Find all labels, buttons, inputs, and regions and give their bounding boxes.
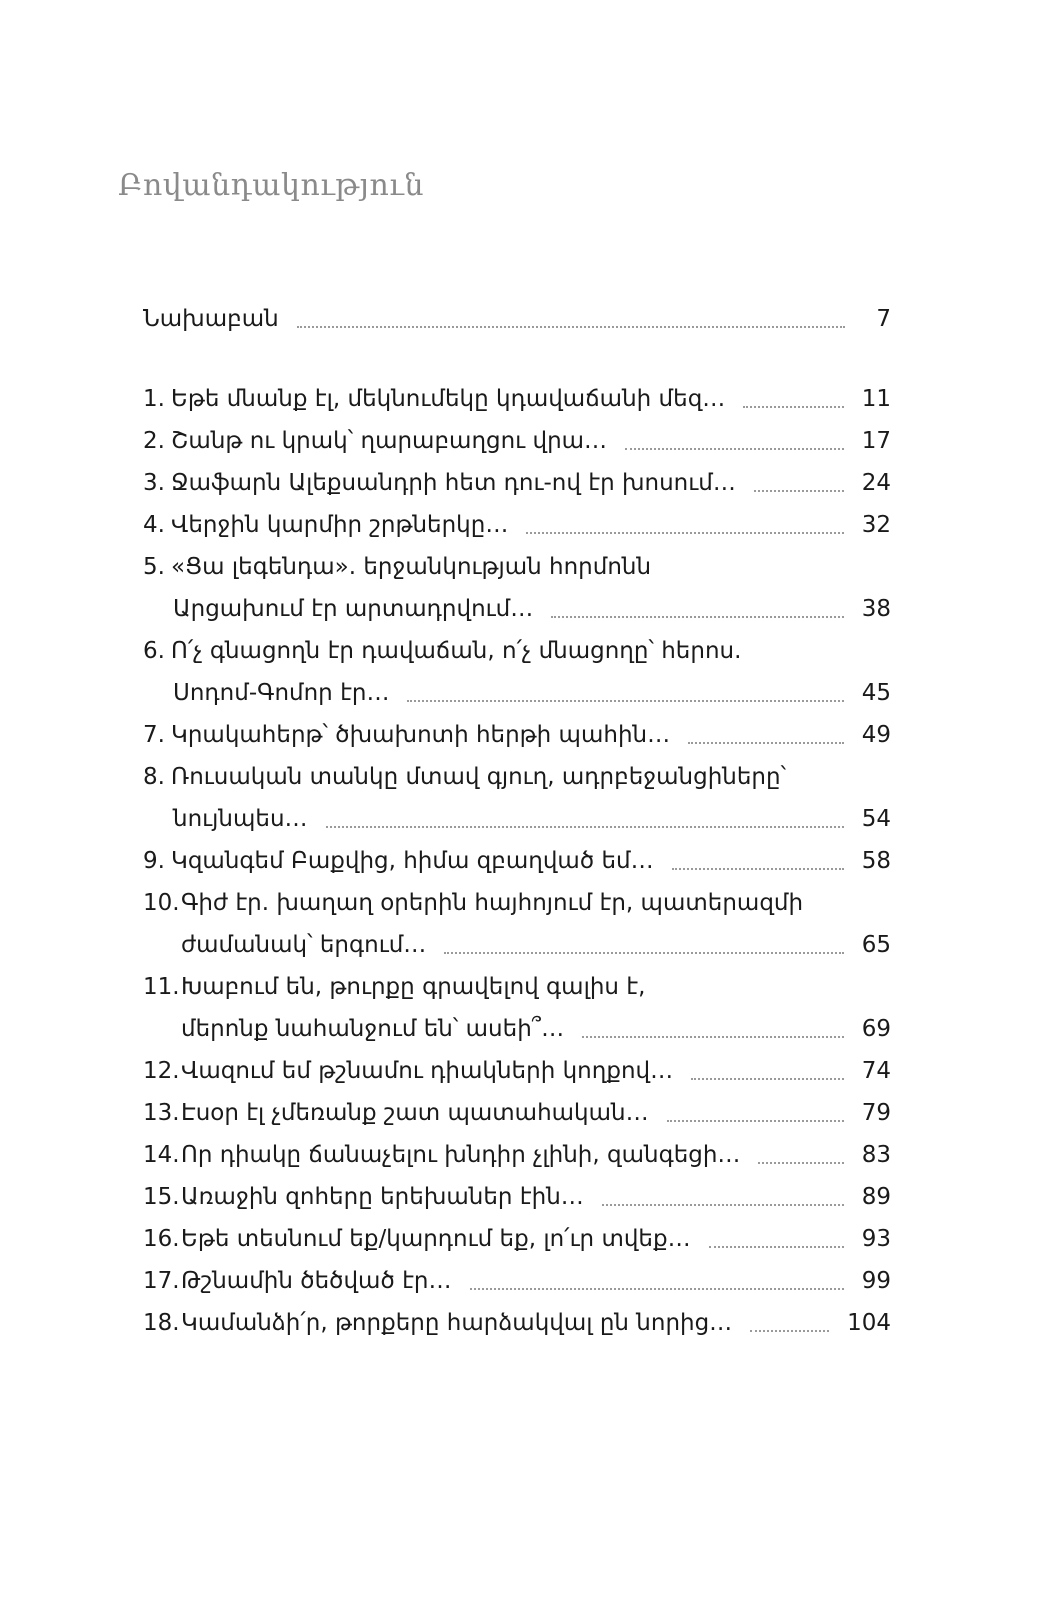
- leader-dots: [709, 1245, 844, 1248]
- toc-entry-row[interactable]: [143, 462, 891, 504]
- toc-entry-number: 12.: [143, 1058, 180, 1084]
- toc-page-number: 65: [861, 932, 891, 958]
- toc-entry-row[interactable]: [143, 1134, 891, 1176]
- toc-entry-row[interactable]: [143, 714, 891, 756]
- leader-dots: [582, 1035, 844, 1038]
- leader-dots: [602, 1203, 844, 1206]
- toc-entry-row[interactable]: [143, 840, 891, 882]
- toc-entry-number: 9.: [143, 848, 165, 874]
- toc-entry-row[interactable]: [143, 924, 891, 966]
- leader-dots: [551, 615, 843, 618]
- toc-entry-title: Առաջին զոհերը երեխաներ էին…: [181, 1184, 584, 1210]
- toc-entry-title: մերոնք նահանջում են՝ ասեի՞…: [181, 1016, 565, 1042]
- toc-entry-number: 18.: [143, 1310, 180, 1336]
- toc-entry-title: Շանթ ու կրակ՝ ղարաբաղցու վրա…: [171, 428, 608, 454]
- toc-entry-row[interactable]: [143, 588, 891, 630]
- toc-entry-number: 4.: [143, 512, 165, 538]
- toc-entry-title: Կրակահերթ՝ ծխախոտի հերթի պահին…: [171, 722, 671, 748]
- toc-entry-title: Վազում եմ թշնամու դիակների կողքով…: [181, 1058, 674, 1084]
- toc-entry-title: Եթե տեսնում եք/կարդում եք, լո՛ւր տվեք…: [181, 1226, 691, 1252]
- toc-entry-title: Էսօր էլ չմեռանք շատ պատահական…: [181, 1100, 649, 1126]
- toc-page-number: 45: [861, 680, 891, 706]
- toc-entry-number: 1.: [143, 386, 165, 412]
- toc-entry-row[interactable]: [143, 1092, 891, 1134]
- toc-page-number: 99: [861, 1268, 891, 1294]
- toc-entry-number: 10.: [143, 890, 180, 916]
- toc-page-number: 49: [861, 722, 891, 748]
- toc-entry-number: 16.: [143, 1226, 180, 1252]
- toc-entry-title: Ռուսական տանկը մտավ գյուղ, ադրբեջանցիները՝: [171, 764, 787, 790]
- toc-entry-row[interactable]: [143, 1260, 891, 1302]
- toc-title: Բովանդակություն: [118, 168, 424, 203]
- toc-entry-row[interactable]: [143, 630, 891, 672]
- toc-entry-title: Թշնամին ծեծված էր…: [181, 1268, 452, 1294]
- toc-entry-row[interactable]: [143, 966, 891, 1008]
- toc-entry-title: ժամանակ՝ երգում…: [181, 932, 427, 958]
- toc-entry-number: 7.: [143, 722, 165, 748]
- toc-page-number: 104: [847, 1310, 891, 1336]
- toc-entry-number: 5.: [143, 554, 165, 580]
- leader-dots: [750, 1329, 829, 1332]
- toc-page-number: 32: [861, 512, 891, 538]
- toc-entry-row[interactable]: [143, 1302, 891, 1344]
- toc-page-number: 38: [861, 596, 891, 622]
- toc-entry-number: 8.: [143, 764, 165, 790]
- toc-entry-row[interactable]: [143, 1218, 891, 1260]
- leader-dots: [667, 1119, 844, 1122]
- leader-dots: [754, 489, 844, 492]
- toc-entry-number: 6.: [143, 638, 165, 664]
- toc-page-number: 24: [861, 470, 891, 496]
- toc-entry-number: 17.: [143, 1268, 180, 1294]
- leader-dots: [444, 951, 843, 954]
- toc-entry-row[interactable]: [143, 756, 891, 798]
- toc-page-number: 79: [861, 1100, 891, 1126]
- toc-entry-title: Արցախում էր արտադրվում…: [173, 596, 534, 622]
- toc-page-number: 93: [861, 1226, 891, 1252]
- leader-dots: [743, 405, 843, 408]
- toc-entry-row[interactable]: [143, 378, 891, 420]
- toc-page-number: 54: [861, 806, 891, 832]
- leader-dots: [407, 699, 843, 702]
- toc-entry-title: Սոդոմ-Գոմոր էր…: [173, 680, 390, 706]
- leader-dots: [326, 825, 844, 828]
- toc-entry-title: Ո՛չ գնացողն էր դավաճան, ո՛չ մնացողը՝ հերոս.: [171, 638, 742, 664]
- toc-entry-title: Որ դիակը ճանաչելու խնդիր չլինի, զանգեցի…: [181, 1142, 741, 1168]
- toc-entry-title: նույնպես…: [173, 806, 308, 832]
- toc-entry-preface[interactable]: [143, 298, 891, 340]
- table-of-contents: [143, 298, 891, 1344]
- toc-entry-row[interactable]: [143, 504, 891, 546]
- toc-entry-row[interactable]: [143, 882, 891, 924]
- toc-entry-row[interactable]: [143, 672, 891, 714]
- leader-dots: [672, 867, 844, 870]
- leader-dots: [691, 1077, 844, 1080]
- leader-dots: [470, 1287, 844, 1290]
- toc-entry-title: Կզանգեմ Բաքվից, հիմա զբաղված եմ…: [171, 848, 654, 874]
- toc-page-number: 74: [861, 1058, 891, 1084]
- toc-entry-row[interactable]: [143, 798, 891, 840]
- toc-entry-title: Կամանձի՛ր, թորքերը հարձակվալ ըն նորից…: [181, 1310, 733, 1336]
- toc-entry-row[interactable]: [143, 1008, 891, 1050]
- toc-entry-number: 15.: [143, 1184, 180, 1210]
- toc-entry-title: Եթե մնանք էլ, մեկնումեկը կդավաճանի մեզ…: [171, 386, 726, 412]
- toc-entry-title: Նախաբան: [143, 306, 279, 332]
- toc-entry-row[interactable]: [143, 1176, 891, 1218]
- toc-page-number: 17: [861, 428, 891, 454]
- toc-entry-row[interactable]: [143, 420, 891, 462]
- toc-entry-title: Խաբում են, թուրքը գրավելով գալիս է,: [181, 974, 646, 1000]
- toc-page-number: 58: [861, 848, 891, 874]
- leader-dots: [526, 531, 843, 534]
- toc-page-number: 69: [861, 1016, 891, 1042]
- toc-entry-title: Ջաֆարն Ալեքսանդրի հետ դու-ով էր խոսում…: [171, 470, 736, 496]
- toc-page-number: 83: [861, 1142, 891, 1168]
- toc-page-number: 7: [876, 306, 891, 332]
- leader-dots: [625, 447, 844, 450]
- toc-entry-title: Գիժ էր. խաղաղ օրերին հայհոյում էր, պատերազմի: [181, 890, 804, 916]
- toc-entry-title: «Ցա լեգենդա». երջանկության հորմոնն: [171, 554, 652, 580]
- toc-page-number: 89: [861, 1184, 891, 1210]
- leader-dots: [758, 1161, 843, 1164]
- toc-entry-title: Վերջին կարմիր շրթներկը…: [171, 512, 509, 538]
- toc-entry-number: 11.: [143, 974, 180, 1000]
- toc-entry-row[interactable]: [143, 1050, 891, 1092]
- leader-dots: [688, 741, 844, 744]
- toc-page-number: 11: [861, 386, 891, 412]
- toc-entry-number: 13.: [143, 1100, 180, 1126]
- toc-entry-number: 2.: [143, 428, 165, 454]
- toc-entry-number: 3.: [143, 470, 165, 496]
- toc-entry-row[interactable]: [143, 546, 891, 588]
- leader-dots: [297, 325, 845, 328]
- toc-entry-number: 14.: [143, 1142, 180, 1168]
